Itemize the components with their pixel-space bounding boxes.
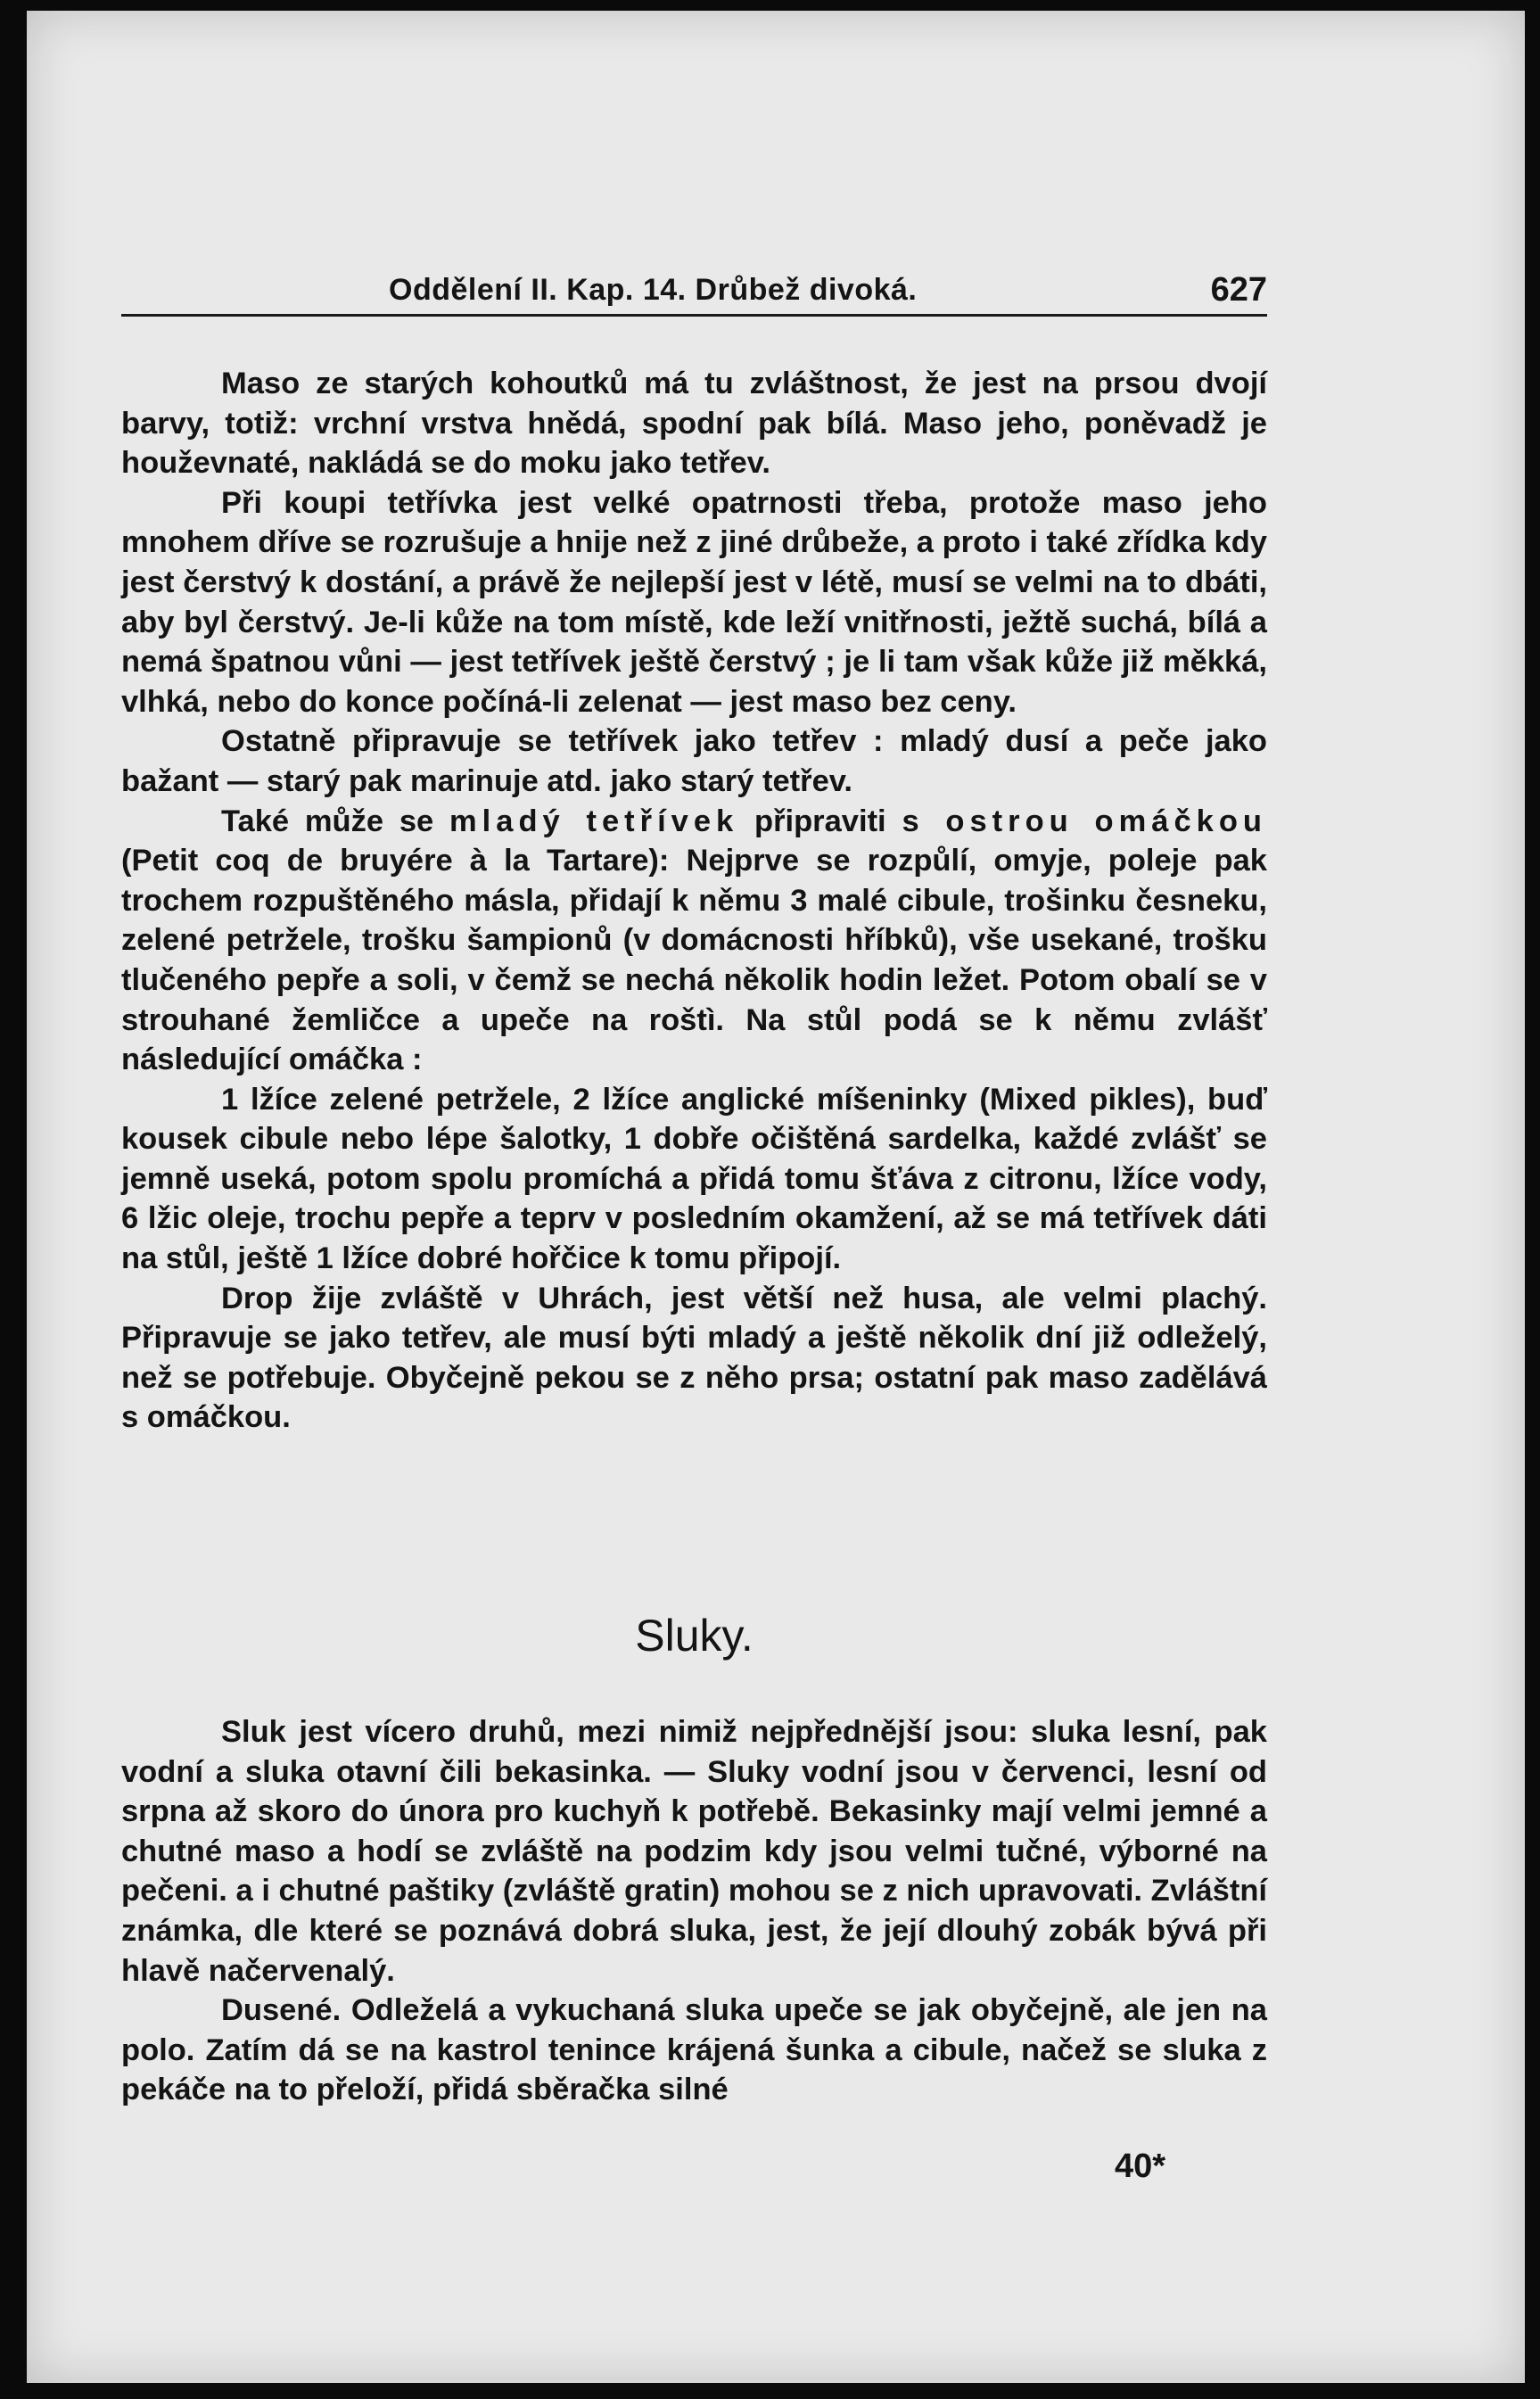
paragraph-text: Odleželá a vykuchaná sluka upeče se jak obyčejně, ale jen na polo. Zatím dá se na kastrol tenince krájená šunka a cibule, načež se sluka z pekáče na to přeloží, přidá sběračka silné <box>121 1993 1267 2107</box>
spaced-emphasis: mladý tetřívek <box>449 804 739 838</box>
run-in-heading: Dusené. <box>221 1993 342 2028</box>
header-title: Oddělení II. Kap. 14. Drůbež divoká. <box>389 273 918 307</box>
paragraph-text: (Petit coq de bruyére à la Tartare): Nejprve se rozpůlí, omyje, poleje pak trochem rozpuštěného másla, přidají k němu 3 malé cibule, trošinku česneku, zelené petržele, trošku šampionů (v domácnosti hříbků), vše usekané, trošku tlučeného pepře a soli, v čemž se nechá několik hodin ležet. Potom obalí se v strouhané žemličce a upeče na roštì. Na stůl podá se k němu zvlášť následující omáčka : <box>121 844 1267 1077</box>
paragraph-group-2 <box>121 1712 1267 2110</box>
signature-mark: 40* <box>1115 2148 1166 2185</box>
page-number: 627 <box>1210 271 1267 309</box>
run-in-heading: Drop <box>221 1281 293 1315</box>
recipe-ingredients: 1 lžíce zelené petržele, 2 lžíce anglické míšeninky (Mixed pikles), buď kousek cibule nebo lépe šalotky, 1 dobře očištěná sardelka, každé zvlášť se jemně useká, potom spolu promíchá a přidá tomu šťáva z citronu, lžíce vody, 6 lžic oleje, trochu pepře a teprv v posledním okamžení, až se má tetřívek dáti na stůl, ještě 1 lžíce dobré hořčice k tomu připojí. <box>121 1082 1267 1276</box>
running-header <box>121 269 1267 317</box>
paragraph: Při koupi tetřívka jest velké opatrnosti třeba, protože maso jeho mnohem dříve se rozrušuje a hnije než z jiné drůbeže, a proto i také zřídka kdy jest čerstvý k dostání, a právě že nejlepší jest v létě, musí se velmi na to dbáti, aby byl čerstvý. Je-li kůže na tom místě, kde leží vnitřnosti, ježtě suchá, bílá a nemá špatnou vůni — jest tetřívek ještě čerstvý ; je li tam však kůže již měkká, vlhká, nebo do konce počíná-li zelenat — jest maso bez ceny. <box>121 485 1267 719</box>
paragraph: Sluk jest vícero druhů, mezi nimiž nejpřednější jsou: sluka lesní, pak vodní a sluka otavní čili bekasinka. — Sluky vodní jsou v červenci, lesní od srpna až skoro do února pro kuchyň k potřebě. Bekasinky mají velmi jemné a chutné maso a hodí se zvláště na podzim kdy jsou velmi tučné, výborné na pečeni. a i chutné paštiky (zvláště gratin) mohou se z nich upravovati. Zvláštní známka, dle které se poznává dobrá sluka, jest, že její dlouhý zobák bývá při hlavě načervenalý. <box>121 1715 1267 1988</box>
paragraph-text: žije zvláště v Uhrách, jest větší než husa, ale velmi plachý. Připravuje se jako tetřev, ale musí býti mladý a ještě několik dní již odleželý, než se potřebuje. Obyčejně pekou se z něho prsa; ostatní pak maso zadělává s omáčkou. <box>121 1281 1267 1435</box>
paragraph: Maso ze starých kohoutků má tu zvláštnost, že jest na prsou dvojí barvy, totiž: vrchní vrstva hnědá, spodní pak bílá. Maso jeho, poněvadž je houževnaté, nakládá se do moku jako tetřev. <box>121 367 1267 481</box>
paragraph-group-1 <box>121 364 1267 1438</box>
paragraph <box>121 1279 1267 1438</box>
section-title: Sluky. <box>635 1611 754 1661</box>
paragraph: Ostatně připravuje se tetřívek jako tetřev : mladý dusí a peče jako bažant — starý pak marinuje atd. jako starý tetřev. <box>121 724 1267 798</box>
paragraph <box>121 1991 1267 2110</box>
paragraph-text: Také může se <box>221 804 449 838</box>
paragraph-text: připraviti <box>738 804 902 838</box>
spaced-emphasis: s ostrou omáčkou <box>902 804 1267 838</box>
paragraph <box>121 802 1267 1080</box>
